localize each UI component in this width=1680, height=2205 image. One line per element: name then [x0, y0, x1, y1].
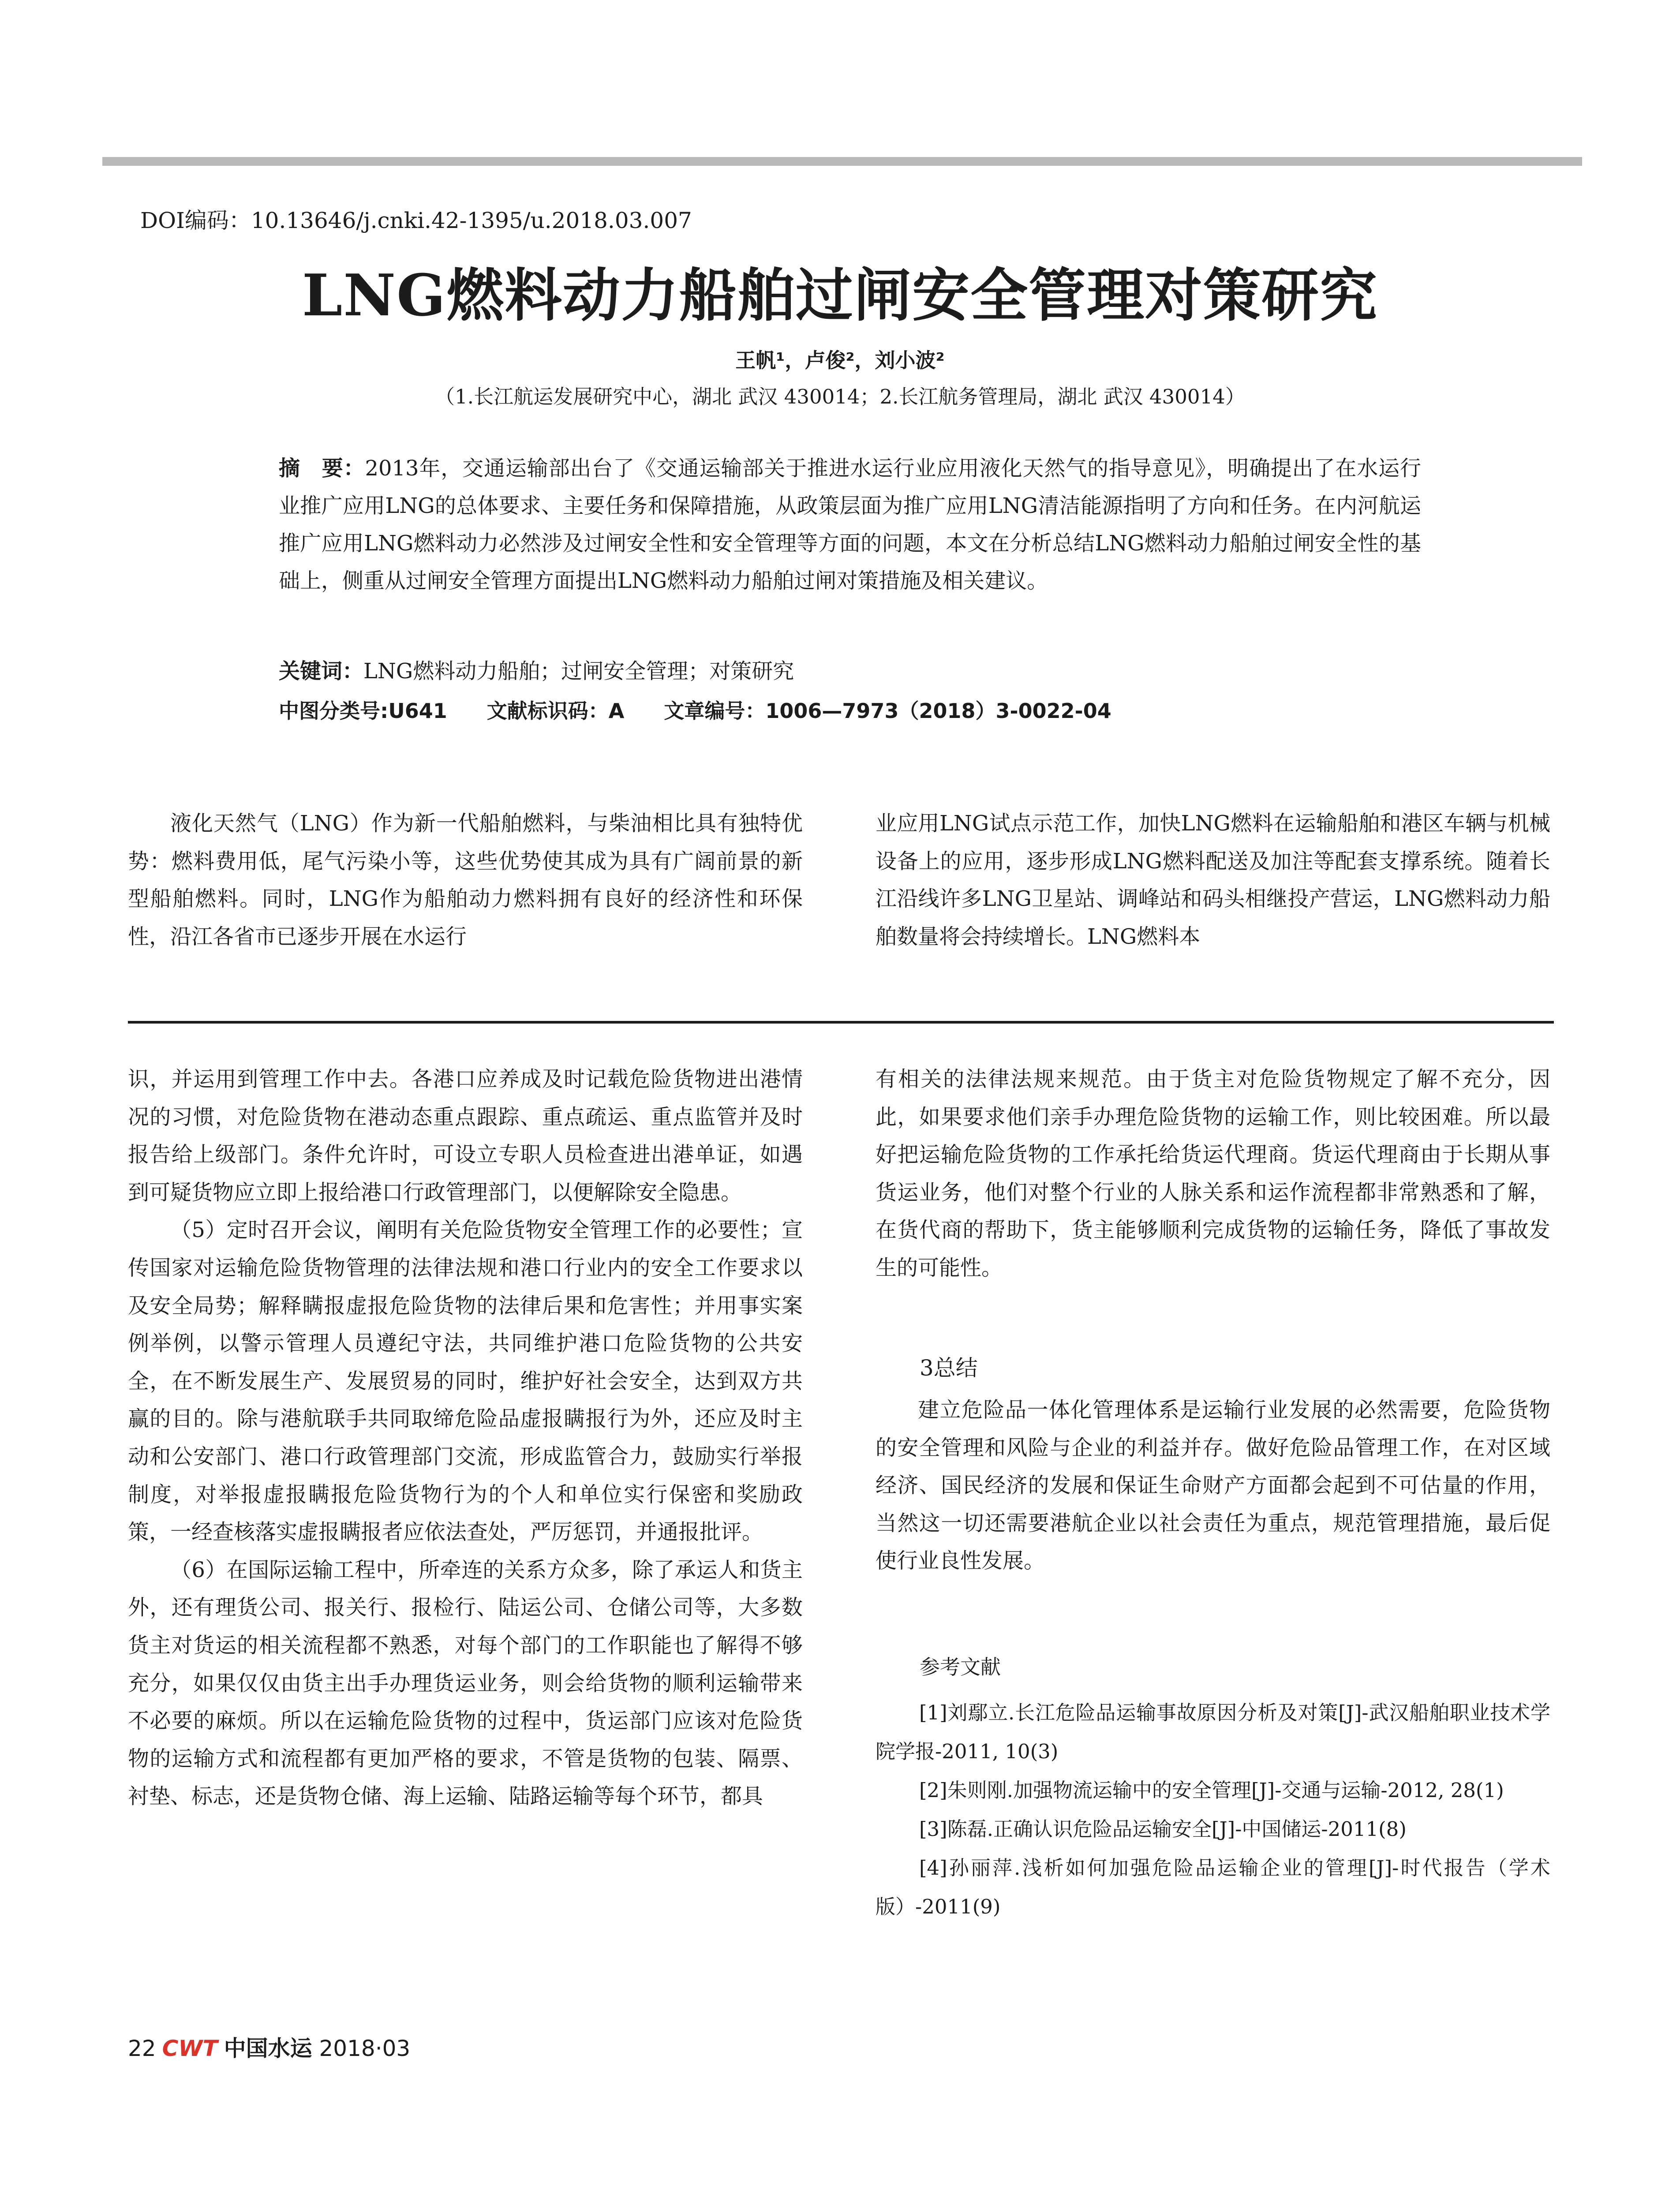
- intro-paragraph-right: 业应用LNG试点示范工作，加快LNG燃料在运输船舶和港区车辆与机械设备上的应用，逐步形成LNG燃料配送及加注等配套支撑系统。随着长江沿线许多LNG卫星站、调峰站和码头相继投产营运，LNG燃料动力船舶数量将会持续增长。LNG燃料本: [876, 811, 1550, 949]
- conclusion-block: [876, 1391, 1550, 1580]
- reference-item: [1]刘鄢立.长江危险品运输事故原因分析及对策[J]-武汉船舶职业技术学院学报-2011, 10(3): [876, 1701, 1550, 1763]
- body-paragraph: （6）在国际运输工程中，所牵连的关系方众多，除了承运人和货主外，还有理货公司、报关行、报检行、陆运公司、仓储公司等，大多数货主对货运的相关流程都不熟悉，对每个部门的工作职能也了解得不够充分，如果仅仅由货主出手办理货运业务，则会给货物的顺利运输带来不必要的麻烦。所以在运输危险货物的过程中，货运部门应该对危险货物的运输方式和流程都有更加严格的要求，不管是货物的包装、隔票、衬垫、标志，还是货物仓储、海上运输、陆路运输等每个环节，都具: [128, 1557, 803, 1809]
- intro-left-column: [128, 805, 803, 956]
- author-list: 王帆¹，卢俊²，刘小波²: [735, 348, 945, 372]
- abstract-label: 摘 要：: [279, 456, 365, 481]
- reference-list: [876, 1693, 1550, 1926]
- article-title: LNG燃料动力船舶过闸安全管理对策研究: [302, 262, 1378, 329]
- keywords-text: LNG燃料动力船舶；过闸安全管理；对策研究: [363, 659, 794, 684]
- body-paragraph: 识，并运用到管理工作中去。各港口应养成及时记载危险货物进出港情况的习惯，对危险货物在港动态重点跟踪、重点疏运、重点监管并及时报告给上级部门。条件允许时，可设立专职人员检查进出港单证，如遇到可疑货物应立即上报给港口行政管理部门，以便解除安全隐患。: [128, 1067, 803, 1205]
- body-paragraph: 有相关的法律法规来规范。由于货主对危险货物规定了解不充分，因此，如果要求他们亲手办理危险货物的运输工作，则比较困难。所以最好把运输危险货物的工作承托给货运代理商。货运代理商由于长期从事货运业务，他们对整个行业的人脉关系和运作流程都非常熟悉和了解，在货代商的帮助下，货主能够顺利完成货物的运输任务，降低了事故发生的可能性。: [876, 1067, 1550, 1280]
- article-number: 文章编号：1006—7973（2018）3-0022-04: [664, 699, 1111, 723]
- journal-logo: CWT: [162, 2036, 218, 2061]
- references-heading: 参考文献: [920, 1655, 1001, 1679]
- section-heading-conclusion: 3总结: [920, 1355, 978, 1381]
- body-paragraph: （5）定时召开会议，阐明有关危险货物安全管理工作的必要性；宣传国家对运输危险货物管理的法律法规和港口行业内的安全工作要求以及安全局势；解释瞒报虚报危险货物的法律后果和危害性；并用事实案例举例，以警示管理人员遵纪守法，共同维护港口危险货物的公共安全，在不断发展生产、发展贸易的同时，维护好社会安全，达到双方共赢的目的。除与港航联手共同取缔危险品虚报瞒报行为外，还应及时主动和公安部门、港口行政管理部门交流，形成监管合力，鼓励实行举报制度，对举报虚报瞒报危险货物行为的个人和单位实行保密和奖励政策，一经查核落实虚报瞒报者应依法查处，严厉惩罚，并通报批评。: [128, 1218, 803, 1545]
- doi-line: DOI编码：10.13646/j.cnki.42-1395/u.2018.03.007: [140, 208, 692, 233]
- classification-line: [279, 692, 1421, 730]
- body-right-column: [876, 1061, 1550, 1287]
- keywords-line: [279, 653, 1421, 690]
- intro-right-column: [876, 805, 1550, 956]
- reference-item: [3]陈磊.正确认识危险品运输安全[J]-中国储运-2011(8): [919, 1817, 1407, 1841]
- journal-name: 中国水运: [224, 2036, 312, 2061]
- reference-item: [4]孙丽萍.浅析如何加强危险品运输企业的管理[J]-时代报告（学术版）-2011(9): [876, 1856, 1550, 1918]
- section-divider-rule: [128, 1021, 1554, 1024]
- body-left-column: [128, 1061, 803, 1816]
- keywords-label: 关键词：: [279, 659, 364, 684]
- document-code: 文献标识码：A: [486, 699, 625, 723]
- clc-number: 中图分类号:U641: [279, 699, 447, 723]
- intro-paragraph-left: 液化天然气（LNG）作为新一代船舶燃料，与柴油相比具有独特优势：燃料费用低，尾气污染小等，这些优势使其成为具有广阔前景的新型船舶燃料。同时，LNG作为船舶动力燃料拥有良好的经济性和环保性，沿江各省市已逐步开展在水运行: [128, 811, 803, 949]
- abstract-text: 2013年，交通运输部出台了《交通运输部关于推进水运行业应用液化天然气的指导意见》，明确提出了在水运行业推广应用LNG的总体要求、主要任务和保障措施，从政策层面为推广应用LNG清洁能源指明了方向和任务。在内河航运推广应用LNG燃料动力必然涉及过闸安全性和安全管理等方面的问题，本文在分析总结LNG燃料动力船舶过闸安全性的基础上，侧重从过闸安全管理方面提出LNG燃料动力船舶过闸对策措施及相关建议。: [279, 456, 1421, 593]
- issue-label: 2018·03: [319, 2036, 411, 2061]
- affiliations: （1.长江航运发展研究中心，湖北 武汉 430014；2.长江航务管理局，湖北 武汉 430014）: [435, 385, 1245, 408]
- page-footer: [128, 2033, 410, 2064]
- page-number: 22: [128, 2036, 156, 2061]
- reference-item: [2]朱则刚.加强物流运输中的安全管理[J]-交通与运输-2012, 28(1): [919, 1779, 1504, 1802]
- header-rule: [102, 157, 1582, 166]
- abstract-block: [279, 450, 1421, 600]
- conclusion-paragraph: 建立危险品一体化管理体系是运输行业发展的必然需要，危险货物的安全管理和风险与企业的利益并存。做好危险品管理工作，在对区域经济、国民经济的发展和保证生命财产方面都会起到不可估量的作用，当然这一切还需要港航企业以社会责任为重点，规范管理措施，最后促使行业良性发展。: [876, 1398, 1550, 1573]
